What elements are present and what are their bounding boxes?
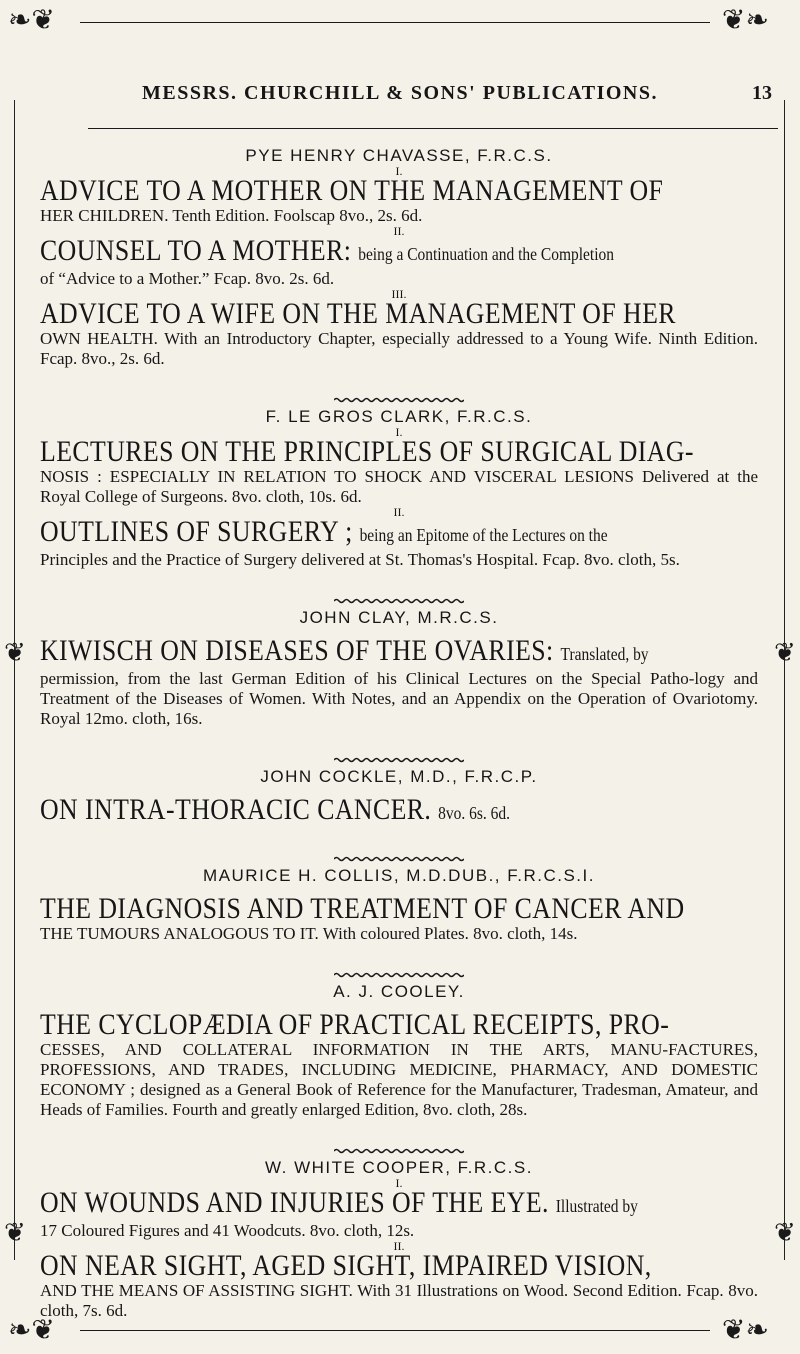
entry-title-tail: Illustrated by [555,1196,638,1216]
entry-title-main: KIWISCH ON DISEASES OF THE OVARIES: [40,634,554,667]
section-divider-squiggle [334,751,464,759]
entry-title-main: ON INTRA-THORACIC CANCER. [40,793,432,826]
entry-title-main: LECTURES ON THE PRINCIPLES OF SURGICAL DIAG- [40,435,694,468]
entry-numeral: I. [395,1176,403,1190]
left-side-ornament-2: ❦ [4,1218,26,1248]
entry-description: AND THE MEANS OF ASSISTING SIGHT. With 31 Illustrations on Wood. Second Edition. Fcap. 8vo. cloth, 7s. 6d. [40,1281,758,1320]
entry-title-tail: 8vo. 6s. 6d. [438,803,511,823]
section-divider-squiggle [334,966,464,974]
entry-title-main: THE DIAGNOSIS AND TREATMENT OF CANCER AND [40,892,685,925]
entry-title [40,174,664,207]
entry-title-main: ON NEAR SIGHT, AGED SIGHT, IMPAIRED VISION, [40,1249,652,1282]
page-number: 13 [752,82,772,104]
entry-title-tail: Translated, by [560,644,649,664]
entry-description: NOSIS : ESPECIALLY IN RELATION TO SHOCK AND VISCERAL LESIONS Delivered at the Royal College of Surgeons. 8vo. cloth, 10s. 6d. [40,467,758,506]
entry-title-main: ON WOUNDS AND INJURIES OF THE EYE. [40,1186,549,1219]
entry-title-tail: being a Continuation and the Completion [358,244,615,264]
entry-title-main: ADVICE TO A WIFE ON THE MANAGEMENT OF HER [40,297,676,330]
right-border [784,100,785,1260]
entry-numeral: I. [395,425,403,439]
top-left-ornament: ❧❦ [8,3,55,36]
section-divider-squiggle [334,850,464,858]
entry-title [40,636,657,669]
entry-title [40,236,657,269]
entry-title [40,517,657,550]
entry-description: Principles and the Practice of Surgery delivered at St. Thomas's Hospital. Fcap. 8vo. cloth, 5s. [40,550,680,569]
right-side-ornament-1: ❦ [774,638,796,668]
entry-title-main: ADVICE TO A MOTHER ON THE MANAGEMENT OF [40,174,664,207]
bottom-left-ornament: ❧❦ [8,1313,55,1346]
entry-title-main: THE CYCLOPÆDIA OF PRACTICAL RECEIPTS, PRO- [40,1008,670,1041]
entry-description: 17 Coloured Figures and 41 Woodcuts. 8vo. cloth, 12s. [40,1221,415,1240]
author-name: PYE HENRY CHAVASSE, F.R.C.S. [245,146,553,165]
top-ornament-rule [80,22,710,23]
catalogue-content [40,146,758,1343]
section-divider-squiggle [334,1142,464,1150]
left-side-ornament-1: ❦ [4,638,26,668]
entry-title [40,1008,670,1041]
entry-title [40,892,685,925]
bottom-right-ornament: ❦❧ [722,1313,769,1346]
top-right-ornament: ❦❧ [722,3,769,36]
entry-title [40,435,694,468]
entry-description: THE TUMOURS ANALOGOUS TO IT. With coloured Plates. 8vo. cloth, 14s. [40,924,578,943]
entry-numeral: I. [395,164,403,178]
entry-title [40,1188,657,1221]
author-name: W. WHITE COOPER, F.R.C.S. [265,1158,533,1177]
entry-description: permission, from the last German Edition of his Clinical Lectures on the Special Patho-logy and Treatment of the Diseases of Women. With Notes, and an Appendix on the Operation of Ovariotomy. Royal 12mo. cloth, 16s. [40,669,758,728]
author-name: F. LE GROS CLARK, F.R.C.S. [265,407,533,426]
entry-title [40,795,657,828]
entry-numeral: III. [391,287,407,301]
author-name: A. J. COOLEY. [333,982,465,1001]
author-name: JOHN CLAY, M.R.C.S. [299,608,499,627]
entry-numeral: II. [393,1239,405,1253]
section-divider-squiggle [334,391,464,399]
entry-description: OWN HEALTH. With an Introductory Chapter, especially addressed to a Young Wife. Ninth Edition. Fcap. 8vo., 2s. 6d. [40,329,758,368]
entry-title [40,297,676,330]
header-underline [88,128,778,129]
entry-description: HER CHILDREN. Tenth Edition. Foolscap 8vo., 2s. 6d. [40,206,423,225]
author-name: JOHN COCKLE, M.D., F.R.C.P. [260,767,538,786]
running-header: MESSRS. CHURCHILL & SONS' PUBLICATIONS. [141,82,658,104]
entry-numeral: II. [393,505,405,519]
entry-description: CESSES, AND COLLATERAL INFORMATION IN THE ARTS, MANU-FACTURES, PROFESSIONS, AND TRADES, INCLUDING MEDICINE, PHARMACY, AND DOMESTIC ECONOMY ; designed as a General Book of Reference for the Manufacturer, Tradesman, Amateur, and Heads of Families. Fourth and greatly enlarged Edition, 8vo. cloth, 28s. [40,1040,758,1119]
author-name: MAURICE H. COLLIS, M.D.DUB., F.R.C.S.I. [203,866,595,885]
entry-title-tail: being an Epitome of the Lectures on the [359,525,608,545]
entry-title-main: COUNSEL TO A MOTHER: [40,234,352,267]
right-side-ornament-2: ❦ [774,1218,796,1248]
entry-title [40,1251,657,1281]
entry-numeral: II. [393,224,405,238]
left-border [14,100,15,1260]
section-divider-squiggle [334,592,464,600]
entry-description: of “Advice to a Mother.” Fcap. 8vo. 2s. 6d. [40,269,335,288]
entry-title-main: OUTLINES OF SURGERY ; [40,515,353,548]
